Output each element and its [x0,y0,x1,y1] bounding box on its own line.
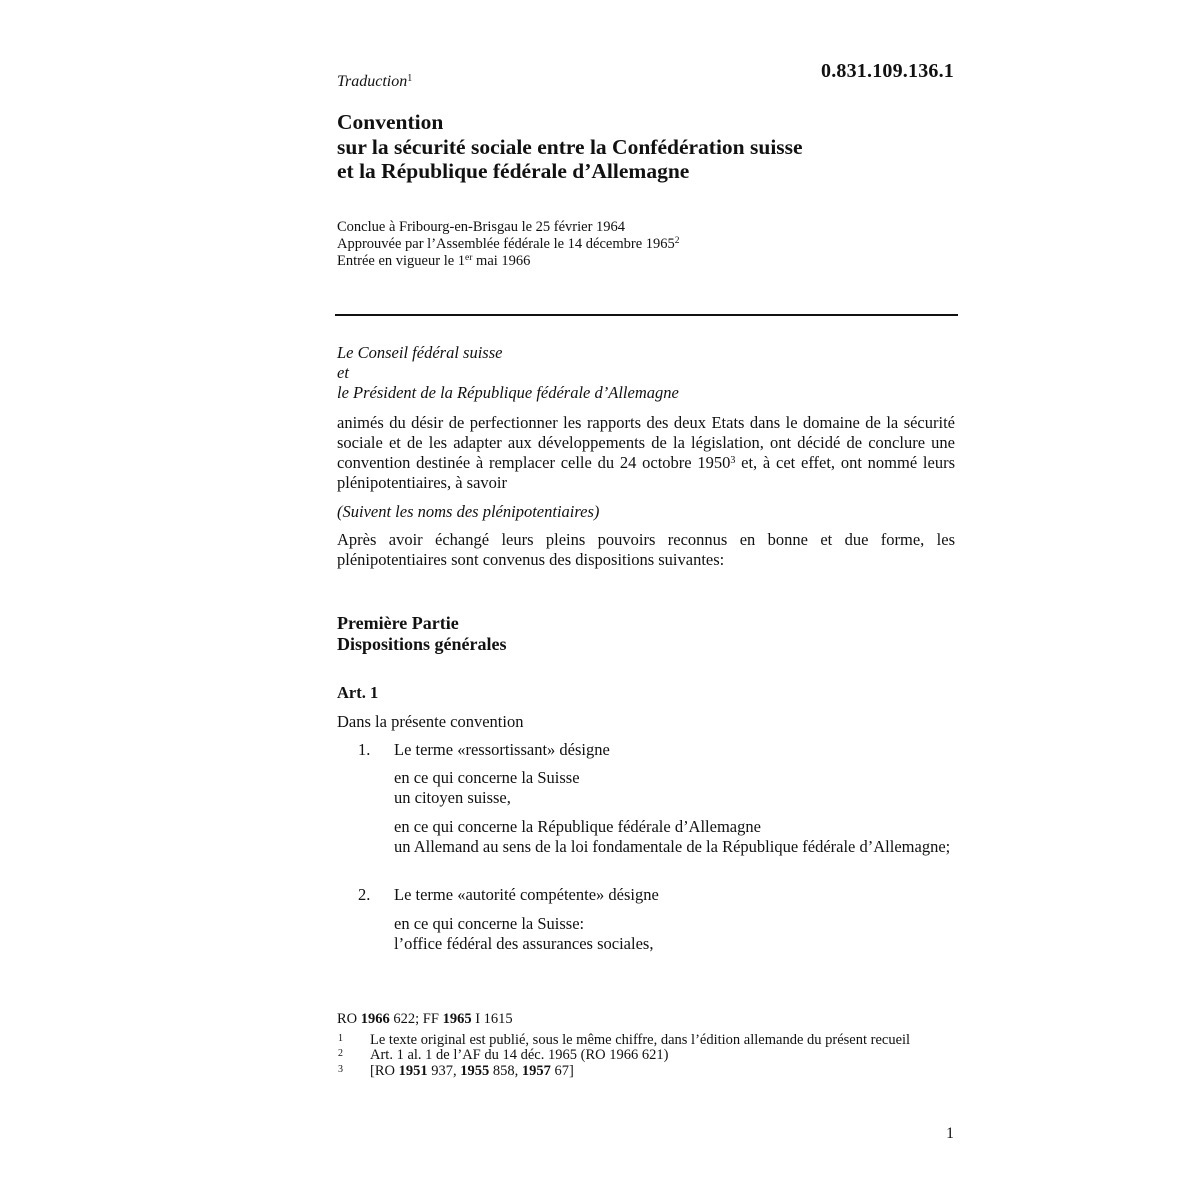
list-item-text: Le terme «autorité compétente» désigne [394,885,659,904]
footnotes [337,1012,957,1079]
plenipotentiaries-note: (Suivent les noms des plénipotentiaires) [337,502,600,521]
preamble-paragraph-2: Après avoir échangé leurs pleins pouvoirs reconnus en bonne et due forme, les plénipotentiaires sont convenus des dispositions suivantes: [337,530,955,569]
part-title: Première Partie [337,613,459,633]
sr-number: 0.831.109.136.1 [821,60,954,82]
article-intro: Dans la présente convention [337,712,524,731]
footnote-3: 3 [RO 1951 937, 1955 858, 1957 67] [338,1062,574,1079]
footnote-2: 2 Art. 1 al. 1 de l’AF du 14 déc. 1965 (RO 1966 621) [338,1047,669,1063]
entry-into-force-line: Entrée en vigueur le 1er mai 1966 [337,253,531,269]
party-conjunction: et [337,363,349,382]
title-line-3: et la République fédérale d’Allemagne [337,159,690,183]
footnote-ref-1[interactable]: 1 [407,73,413,84]
definition-block: en ce qui concerne la Suisse un citoyen suisse, [394,768,580,807]
party-2: le Président de la République fédérale d’Allemagne [337,383,679,402]
concluded-line: Conclue à Fribourg-en-Brisgau le 25 février 1964 [337,219,626,235]
list-item-number: 2. [358,885,371,904]
document-title [337,110,803,184]
footnote-ref-3[interactable]: 3 [730,455,736,466]
article-heading: Art. 1 [337,683,379,702]
title-line-1: Convention [337,110,444,134]
title-line-2: sur la sécurité sociale entre la Confédération suisse [337,134,803,159]
part-subtitle: Dispositions générales [337,634,507,654]
part-heading [337,613,955,655]
definition-block: en ce qui concerne la République fédérale d’Allemagne un Allemand au sens de la loi fondamentale de la République fédérale d’Allemagne; [394,817,951,856]
definition-block: en ce qui concerne la Suisse: l’office fédéral des assurances sociales, [394,914,654,953]
approved-line: Approuvée par l’Assemblée fédérale le 14 décembre 1965$^2$ [337,236,680,252]
list-item-number: 1. [358,740,371,759]
footnote-1: 1 Le texte original est publié, sous le même chiffre, dans l’édition allemande du présent recueil [338,1031,911,1048]
party-1: Le Conseil fédéral suisse [337,343,503,362]
preamble-parties [337,343,955,403]
list-item-text: Le terme «ressortissant» désigne [394,740,610,759]
document-meta [337,219,680,270]
preamble-paragraph-1: animés du désir de perfectionner les rapports des deux Etats dans le domaine de la sécurité sociale et de les adapter aux développements de la législation, ont décidé de conclure une convention destinée à remplacer celle du 24 octobre 1950$^3$ et, à cet effet, ont nommé leurs plénipotentiaires, à savoir [337,413,955,492]
page-number: 1 [946,1125,954,1142]
translation-label: Traduction$^1$ [337,73,413,90]
publication-reference: RO 1966 622; FF 1965 I 1615 [337,1011,513,1027]
header-divider [335,314,958,316]
footnote-ref-2[interactable]: 2 [674,236,680,246]
